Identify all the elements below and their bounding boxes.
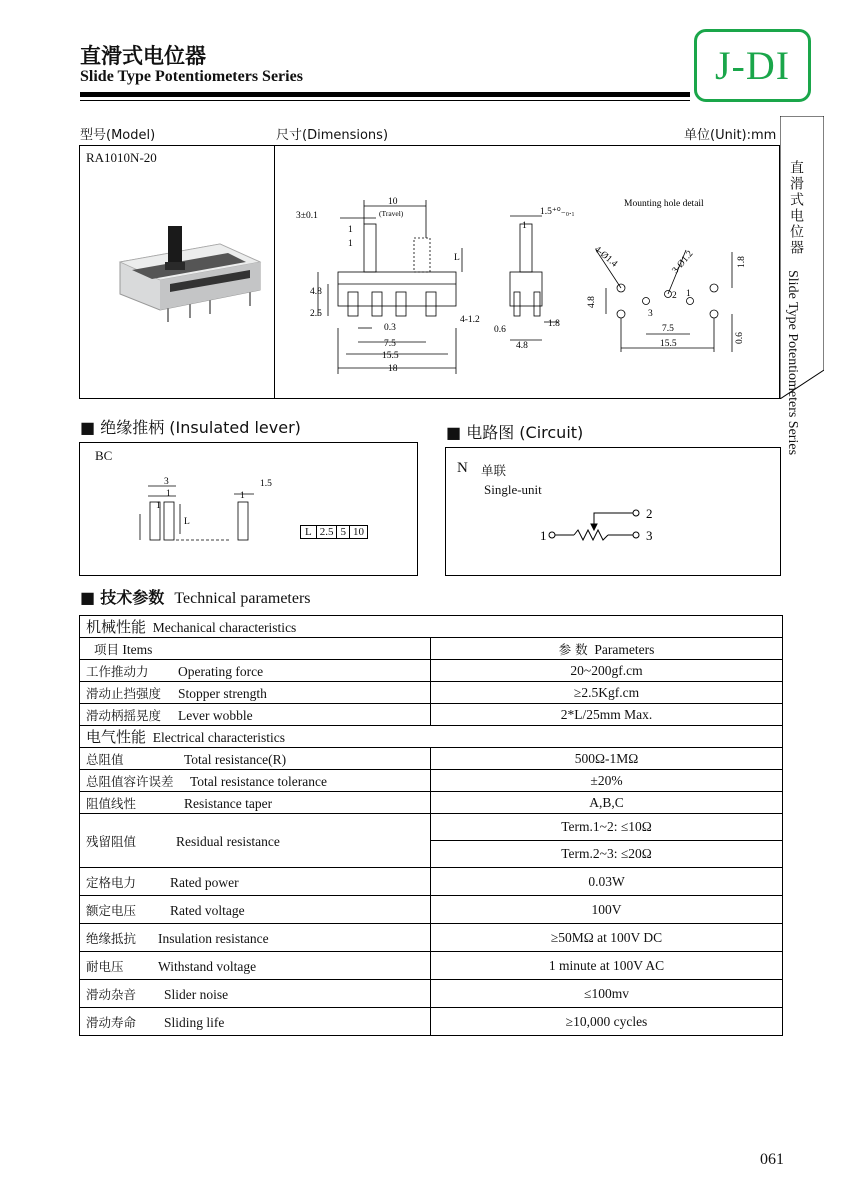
param-name bbox=[80, 682, 431, 704]
param-cn: 定格电力 bbox=[86, 874, 137, 890]
param-name bbox=[80, 896, 431, 924]
table-row bbox=[80, 952, 783, 980]
pin-1: 1 bbox=[686, 289, 691, 299]
table-header-row bbox=[80, 638, 783, 660]
lever-code: BC bbox=[95, 448, 113, 463]
dim-3: 3±0.1 bbox=[296, 211, 318, 221]
dim-4-1-2: 4-1.2 bbox=[460, 315, 480, 325]
mounting-hole-view bbox=[596, 250, 732, 352]
param-value: 1 minute at 100V AC bbox=[431, 952, 783, 980]
pin-2: 2 bbox=[672, 291, 677, 301]
params-header-en: Parameters bbox=[594, 641, 655, 657]
dim-18: 18 bbox=[388, 364, 398, 374]
param-cn: 工作推动力 bbox=[86, 663, 149, 679]
mounting-title: Mounting hole detail bbox=[624, 199, 704, 209]
items-header-cn: 项目 bbox=[94, 641, 120, 657]
items-header-en: Items bbox=[122, 641, 153, 657]
param-name bbox=[80, 924, 431, 952]
param-en: Operating force bbox=[178, 663, 264, 679]
params-header bbox=[431, 638, 783, 660]
param-en: Rated voltage bbox=[170, 902, 245, 918]
table-row bbox=[80, 704, 783, 726]
dim-travel: 10 bbox=[388, 197, 398, 207]
lever-l-cell: 2.5 bbox=[317, 526, 338, 538]
hole-3-dia: 3-Ø1.2 bbox=[670, 249, 696, 276]
dim-m-4-8: 4.8 bbox=[587, 296, 597, 308]
circuit-type-en: Single-unit bbox=[484, 482, 542, 497]
dim-1b: 1 bbox=[348, 239, 353, 249]
mech-head-cn: 机械性能 bbox=[86, 618, 147, 636]
param-en: Lever wobble bbox=[178, 707, 253, 723]
terminal-3: 3 bbox=[646, 528, 653, 543]
circuit-code: N bbox=[457, 460, 468, 476]
mech-head-row bbox=[80, 616, 783, 638]
param-en: Resistance taper bbox=[184, 795, 273, 811]
header-rule-thin bbox=[80, 100, 690, 101]
elec-head-cn: 电气性能 bbox=[86, 728, 147, 746]
unit-label: 单位(Unit):mm bbox=[684, 128, 777, 143]
elec-head-en: Electrical characteristics bbox=[152, 730, 286, 745]
tech-section-cn: 技术参数 bbox=[100, 588, 165, 607]
param-en: Sliding life bbox=[164, 1014, 225, 1030]
dim-m-15-5: 15.5 bbox=[660, 339, 677, 349]
pin-3: 3 bbox=[648, 309, 653, 319]
elec-head-row bbox=[80, 726, 783, 748]
mech-head bbox=[80, 616, 783, 638]
items-header bbox=[80, 638, 431, 660]
lever-section-label: 绝缘推柄 (Insulated lever) bbox=[100, 418, 301, 437]
dim-2-5: 2.5 bbox=[310, 309, 322, 319]
lever-l-head: L bbox=[301, 526, 317, 538]
dim-0-3: 0.3 bbox=[384, 323, 396, 333]
circuit-type-cn: 单联 bbox=[481, 463, 507, 478]
lever-l-cell: 5 bbox=[337, 526, 350, 538]
dim-m-7-5: 7.5 bbox=[662, 324, 674, 334]
param-name bbox=[80, 660, 431, 682]
param-name bbox=[80, 814, 431, 868]
tech-section-title: ■ 技术参数 Technical parameters bbox=[80, 588, 311, 607]
param-cn: 总阻值容许误差 bbox=[86, 773, 174, 789]
param-value: ±20% bbox=[431, 770, 783, 792]
circuit-section-title: ■ 电路图 (Circuit) bbox=[446, 423, 584, 442]
dim-7-5: 7.5 bbox=[384, 339, 396, 349]
param-cn: 耐电压 bbox=[86, 958, 124, 974]
param-en: Stopper strength bbox=[178, 685, 267, 701]
param-cn: 滑动杂音 bbox=[86, 986, 137, 1002]
param-name bbox=[80, 952, 431, 980]
table-row bbox=[80, 814, 783, 841]
param-value: Term.1~2: ≤10Ω bbox=[431, 814, 783, 841]
box-divider bbox=[274, 145, 275, 399]
dim-1-5: 1.5⁺⁰₋₀.₁ bbox=[540, 207, 575, 217]
lever-l-cell: 10 bbox=[352, 526, 364, 538]
elec-head bbox=[80, 726, 783, 748]
dim-0-6: 0.6 bbox=[494, 325, 506, 335]
dim-4-8: 4.8 bbox=[310, 287, 322, 297]
table-row bbox=[80, 980, 783, 1008]
dim-travel-label: (Travel) bbox=[379, 209, 404, 218]
param-en: Residual resistance bbox=[176, 833, 280, 849]
param-cn: 滑动柄摇晃度 bbox=[86, 707, 162, 723]
param-value: 0.03W bbox=[431, 868, 783, 896]
lever-dim-1b: 1 bbox=[156, 501, 161, 511]
lever-length-table bbox=[300, 525, 368, 539]
param-name bbox=[80, 1008, 431, 1036]
terminal-1: 1 bbox=[540, 528, 547, 543]
mech-head-en: Mechanical characteristics bbox=[152, 620, 297, 635]
param-value: ≥2.5Kgf.cm bbox=[431, 682, 783, 704]
lever-dim-1s: 1 bbox=[240, 491, 245, 501]
model-label: 型号(Model) bbox=[80, 128, 156, 143]
table-row bbox=[80, 660, 783, 682]
param-value: A,B,C bbox=[431, 792, 783, 814]
side-tab-cn: 直滑式电位器 bbox=[788, 160, 804, 256]
lever-drawing bbox=[130, 474, 380, 554]
param-value: 2*L/25mm Max. bbox=[431, 704, 783, 726]
hole-4-dia: 4-Ø1.4 bbox=[592, 244, 619, 270]
circuit-diagram bbox=[538, 502, 668, 547]
dim-4-8s: 4.8 bbox=[516, 341, 528, 351]
table-row bbox=[80, 792, 783, 814]
dim-m-0-6: 0.6 bbox=[735, 332, 745, 344]
param-en: Slider noise bbox=[164, 986, 229, 1002]
model-name: RA1010N-20 bbox=[86, 150, 157, 165]
param-name bbox=[80, 980, 431, 1008]
lever-dim-3: 3 bbox=[164, 477, 169, 487]
param-cn: 残留阻值 bbox=[86, 833, 137, 849]
param-name bbox=[80, 704, 431, 726]
page-title-en: Slide Type Potentiometers Series bbox=[80, 68, 303, 85]
header-rule bbox=[80, 92, 690, 97]
param-en: Insulation resistance bbox=[158, 930, 269, 946]
brand-logo: J-DI bbox=[694, 29, 811, 102]
table-row bbox=[80, 896, 783, 924]
param-cn: 滑动寿命 bbox=[86, 1014, 137, 1030]
param-value: Term.2~3: ≤20Ω bbox=[431, 841, 783, 868]
param-name bbox=[80, 770, 431, 792]
param-en: Withstand voltage bbox=[158, 958, 257, 974]
param-en: Rated power bbox=[170, 874, 239, 890]
param-value: ≥50MΩ at 100V DC bbox=[431, 924, 783, 952]
lever-dim-L: L bbox=[184, 517, 190, 527]
param-name bbox=[80, 868, 431, 896]
table-row bbox=[80, 770, 783, 792]
param-value: ≥10,000 cycles bbox=[431, 1008, 783, 1036]
tech-table bbox=[79, 615, 783, 1036]
table-row bbox=[80, 1008, 783, 1036]
param-value: 100V bbox=[431, 896, 783, 924]
param-cn: 绝缘抵抗 bbox=[86, 930, 137, 946]
param-name bbox=[80, 748, 431, 770]
product-photo bbox=[110, 222, 270, 327]
page-number: 061 bbox=[760, 1151, 784, 1168]
lever-dim-1a: 1 bbox=[166, 489, 171, 499]
side-tab-en-text: Slide Type Potentiometers Series bbox=[785, 270, 800, 456]
param-value: 20~200gf.cm bbox=[431, 660, 783, 682]
lever-section-title: ■ 绝缘推柄 (Insulated lever) bbox=[80, 418, 301, 437]
dimension-drawing bbox=[276, 188, 776, 388]
dim-15-5: 15.5 bbox=[382, 351, 399, 361]
param-value: 500Ω-1MΩ bbox=[431, 748, 783, 770]
dim-side-1: 1 bbox=[522, 221, 527, 231]
dim-m-1-8: 1.8 bbox=[737, 256, 747, 268]
param-en: Total resistance tolerance bbox=[190, 773, 327, 789]
terminal-2: 2 bbox=[646, 506, 653, 521]
tech-section-en: Technical parameters bbox=[174, 590, 311, 607]
dim-1-8s: 1.8 bbox=[548, 319, 560, 329]
dimensions-label: 尺寸(Dimensions) bbox=[276, 128, 389, 143]
table-row bbox=[80, 748, 783, 770]
lever-dim-1-5: 1.5 bbox=[260, 479, 272, 489]
param-cn: 额定电压 bbox=[86, 902, 137, 918]
table-row bbox=[80, 924, 783, 952]
circuit-section-label: 电路图 (Circuit) bbox=[466, 423, 584, 442]
param-en: Total resistance(R) bbox=[184, 751, 287, 767]
params-header-cn: 参 数 bbox=[558, 641, 588, 657]
param-cn: 总阻值 bbox=[86, 751, 124, 767]
param-name bbox=[80, 792, 431, 814]
dim-L: L bbox=[454, 253, 460, 263]
table-row bbox=[80, 868, 783, 896]
param-cn: 阻值线性 bbox=[86, 795, 137, 811]
param-value: ≤100mv bbox=[431, 980, 783, 1008]
table-row bbox=[80, 682, 783, 704]
side-tab-en bbox=[784, 160, 800, 456]
dim-1a: 1 bbox=[348, 225, 353, 235]
page-title-cn: 直滑式电位器 bbox=[80, 44, 206, 68]
param-cn: 滑动止挡强度 bbox=[86, 685, 162, 701]
